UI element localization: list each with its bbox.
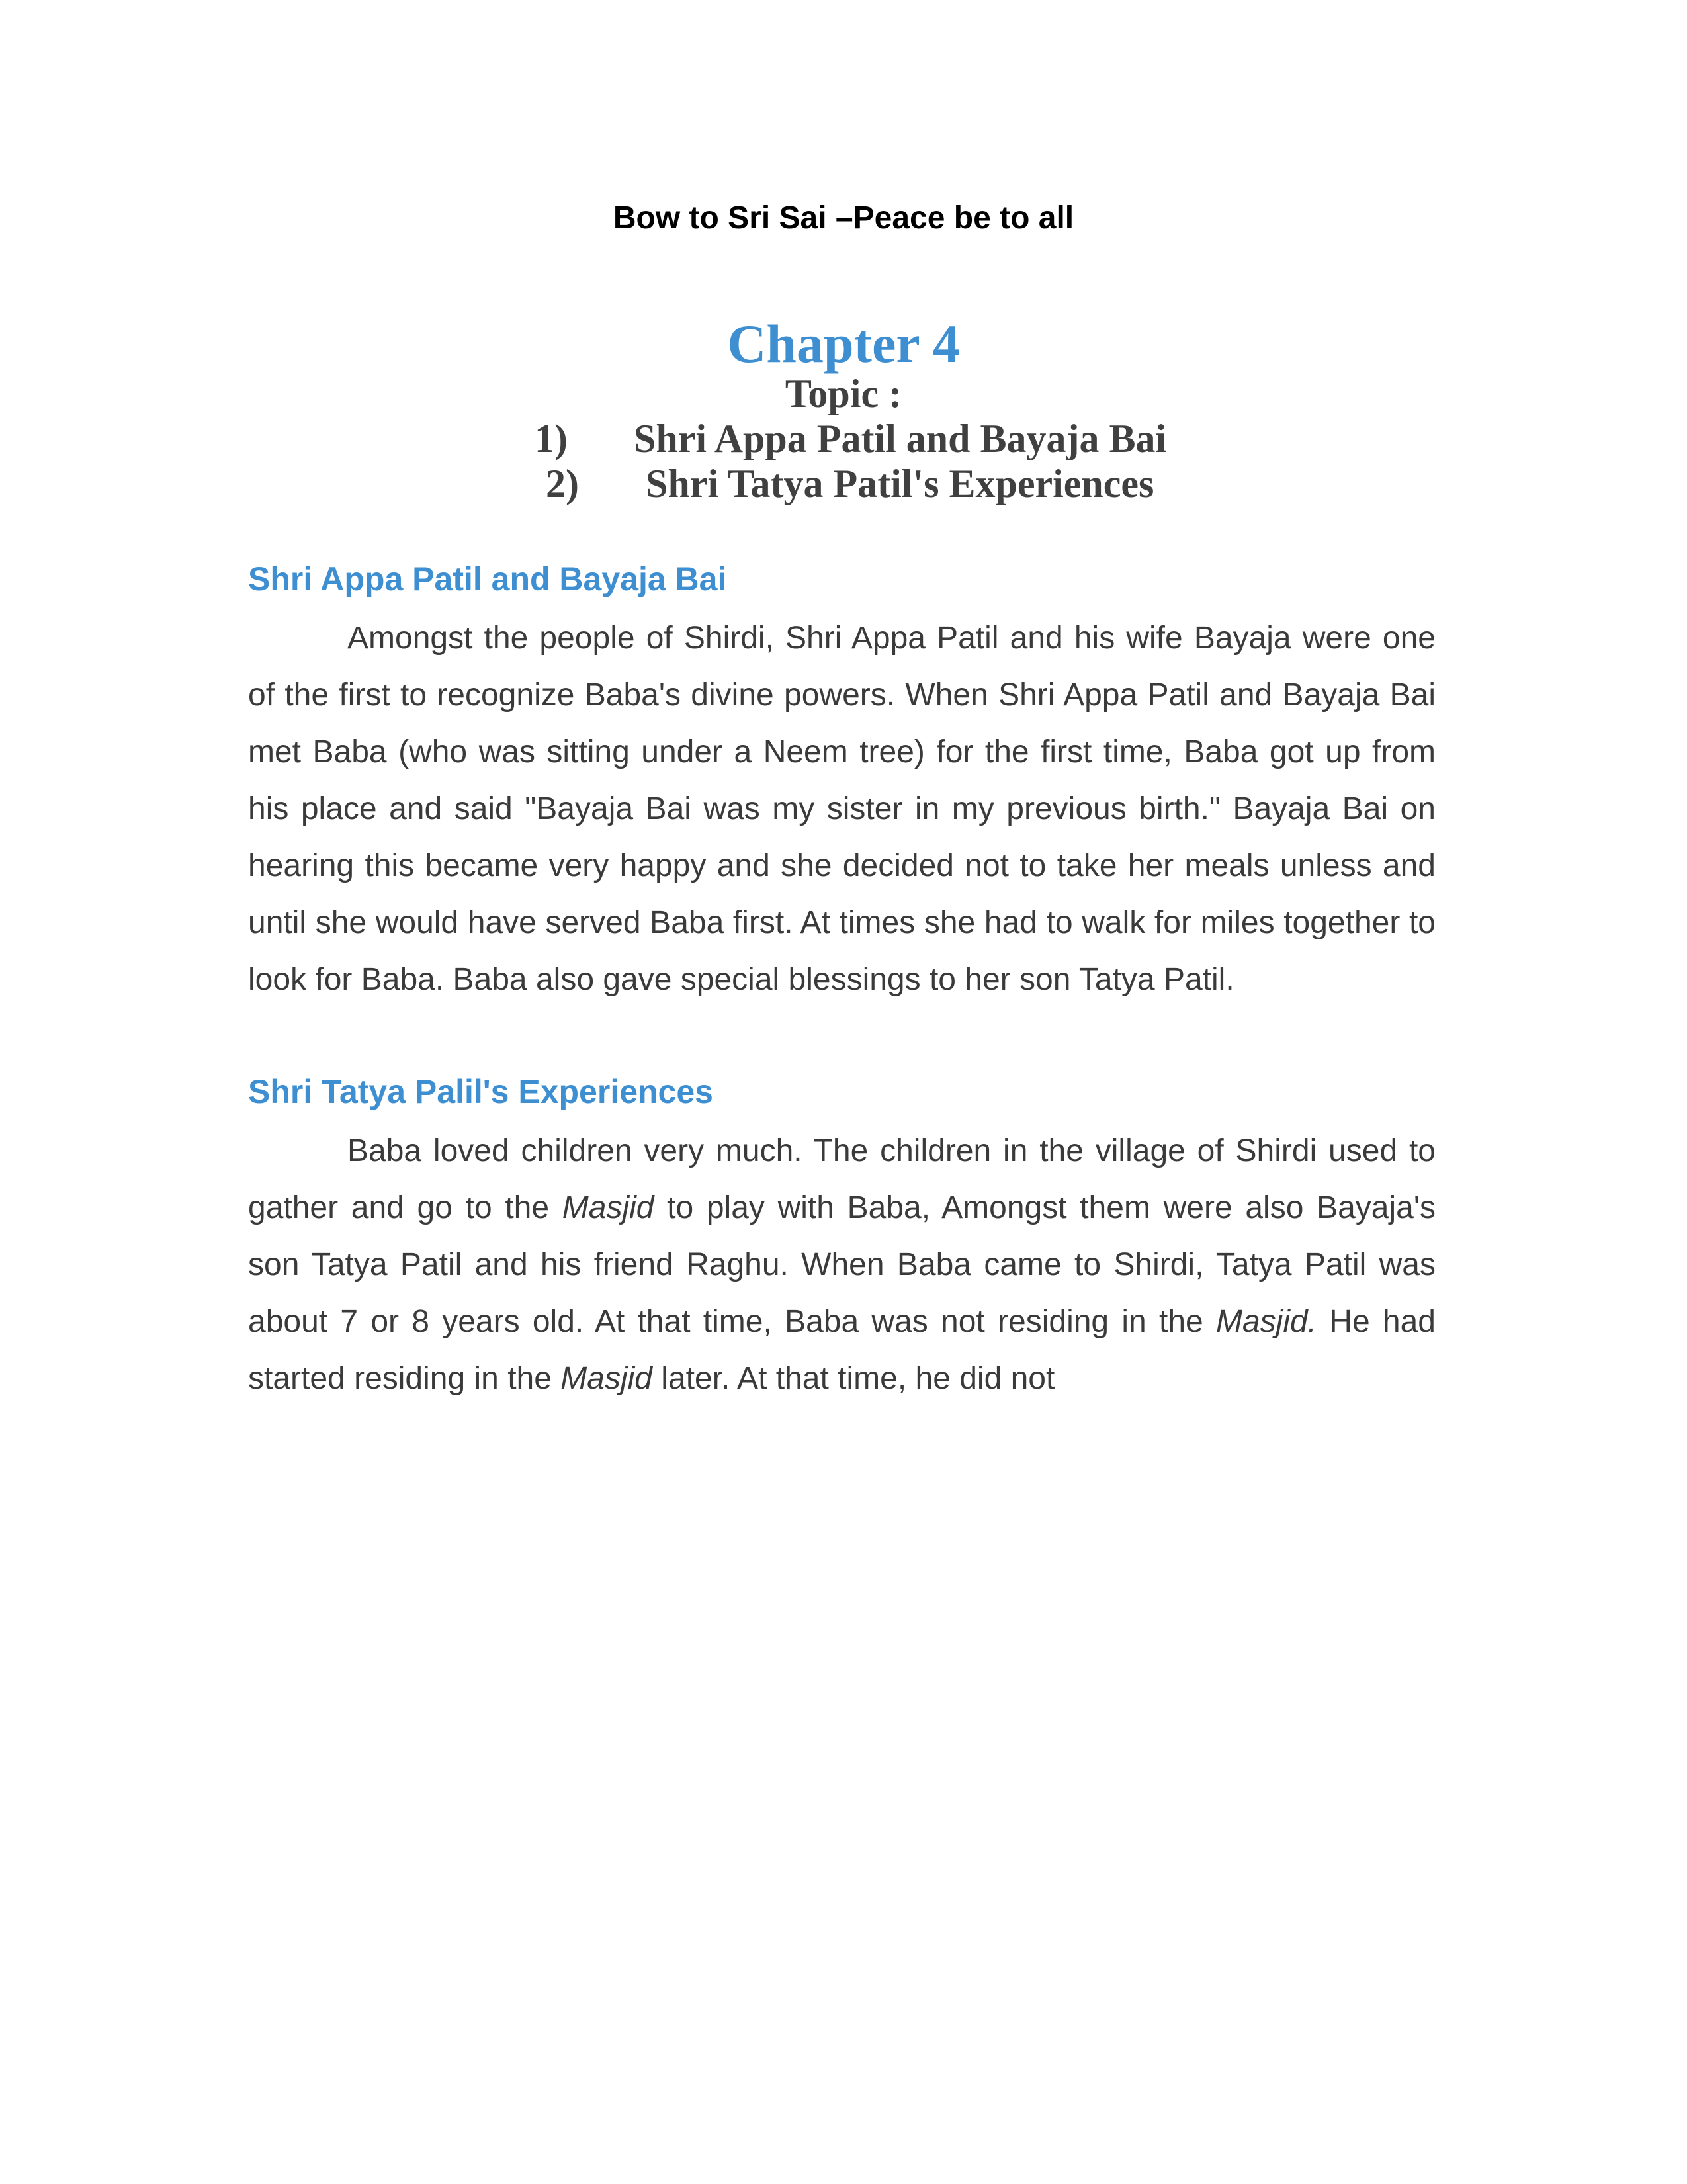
invocation-header: Bow to Sri Sai –Peace be to all bbox=[613, 200, 1074, 236]
section-heading: Shri Tatya Palil's Experiences bbox=[248, 1073, 713, 1110]
italic-term: Masjid bbox=[560, 1361, 652, 1396]
body-paragraph bbox=[248, 1123, 1436, 1407]
section-heading: Shri Appa Patil and Bayaja Bai bbox=[248, 560, 727, 597]
paragraph-text: Amongst the people of Shirdi, Shri Appa Patil and his wife Bayaja were one of the first to recognize Baba's divine powers. When Shri Appa Patil and Bayaja Bai met Baba (who was sitting under a Neem tree) for the first time, Baba got up from his place and said "Bayaja Bai was my sister in my previous birth." Bayaja Bai on hearing this became very happy and she decided not to take her meals unless and until she would have served Baba first. At times she had to walk for miles together to look for Baba. Baba also gave special blessings to her son Tatya Patil. bbox=[248, 621, 1436, 997]
topic-text: Shri Appa Patil and Bayaja Bai bbox=[634, 417, 1167, 460]
italic-term: Masjid bbox=[562, 1190, 654, 1225]
topic-text: Shri Tatya Patil's Experiences bbox=[646, 462, 1154, 505]
topic-number: 1) bbox=[535, 417, 568, 460]
chapter-title: Chapter 4 bbox=[727, 314, 960, 374]
body-paragraph bbox=[248, 610, 1436, 1008]
paragraph-text: He had started residing in the bbox=[248, 1304, 1436, 1396]
topic-item bbox=[0, 460, 1687, 507]
paragraph-text: Baba loved children very much. The children in the village of Shirdi used to gather and go to the bbox=[248, 1133, 1436, 1225]
italic-term: Masjid. bbox=[1215, 1304, 1317, 1339]
paragraph-text: to play with Baba, Amongst them were also Bayaja's son Tatya Patil and his friend Raghu. When Baba came to Shirdi, Tatya Patil was about 7 or 8 years old. At that time, Baba was not residing in the bbox=[248, 1190, 1436, 1339]
topic-number: 2) bbox=[546, 462, 579, 505]
topic-item bbox=[0, 415, 1687, 462]
topic-label: Topic : bbox=[785, 372, 902, 415]
paragraph-text: later. At that time, he did not bbox=[652, 1361, 1055, 1396]
